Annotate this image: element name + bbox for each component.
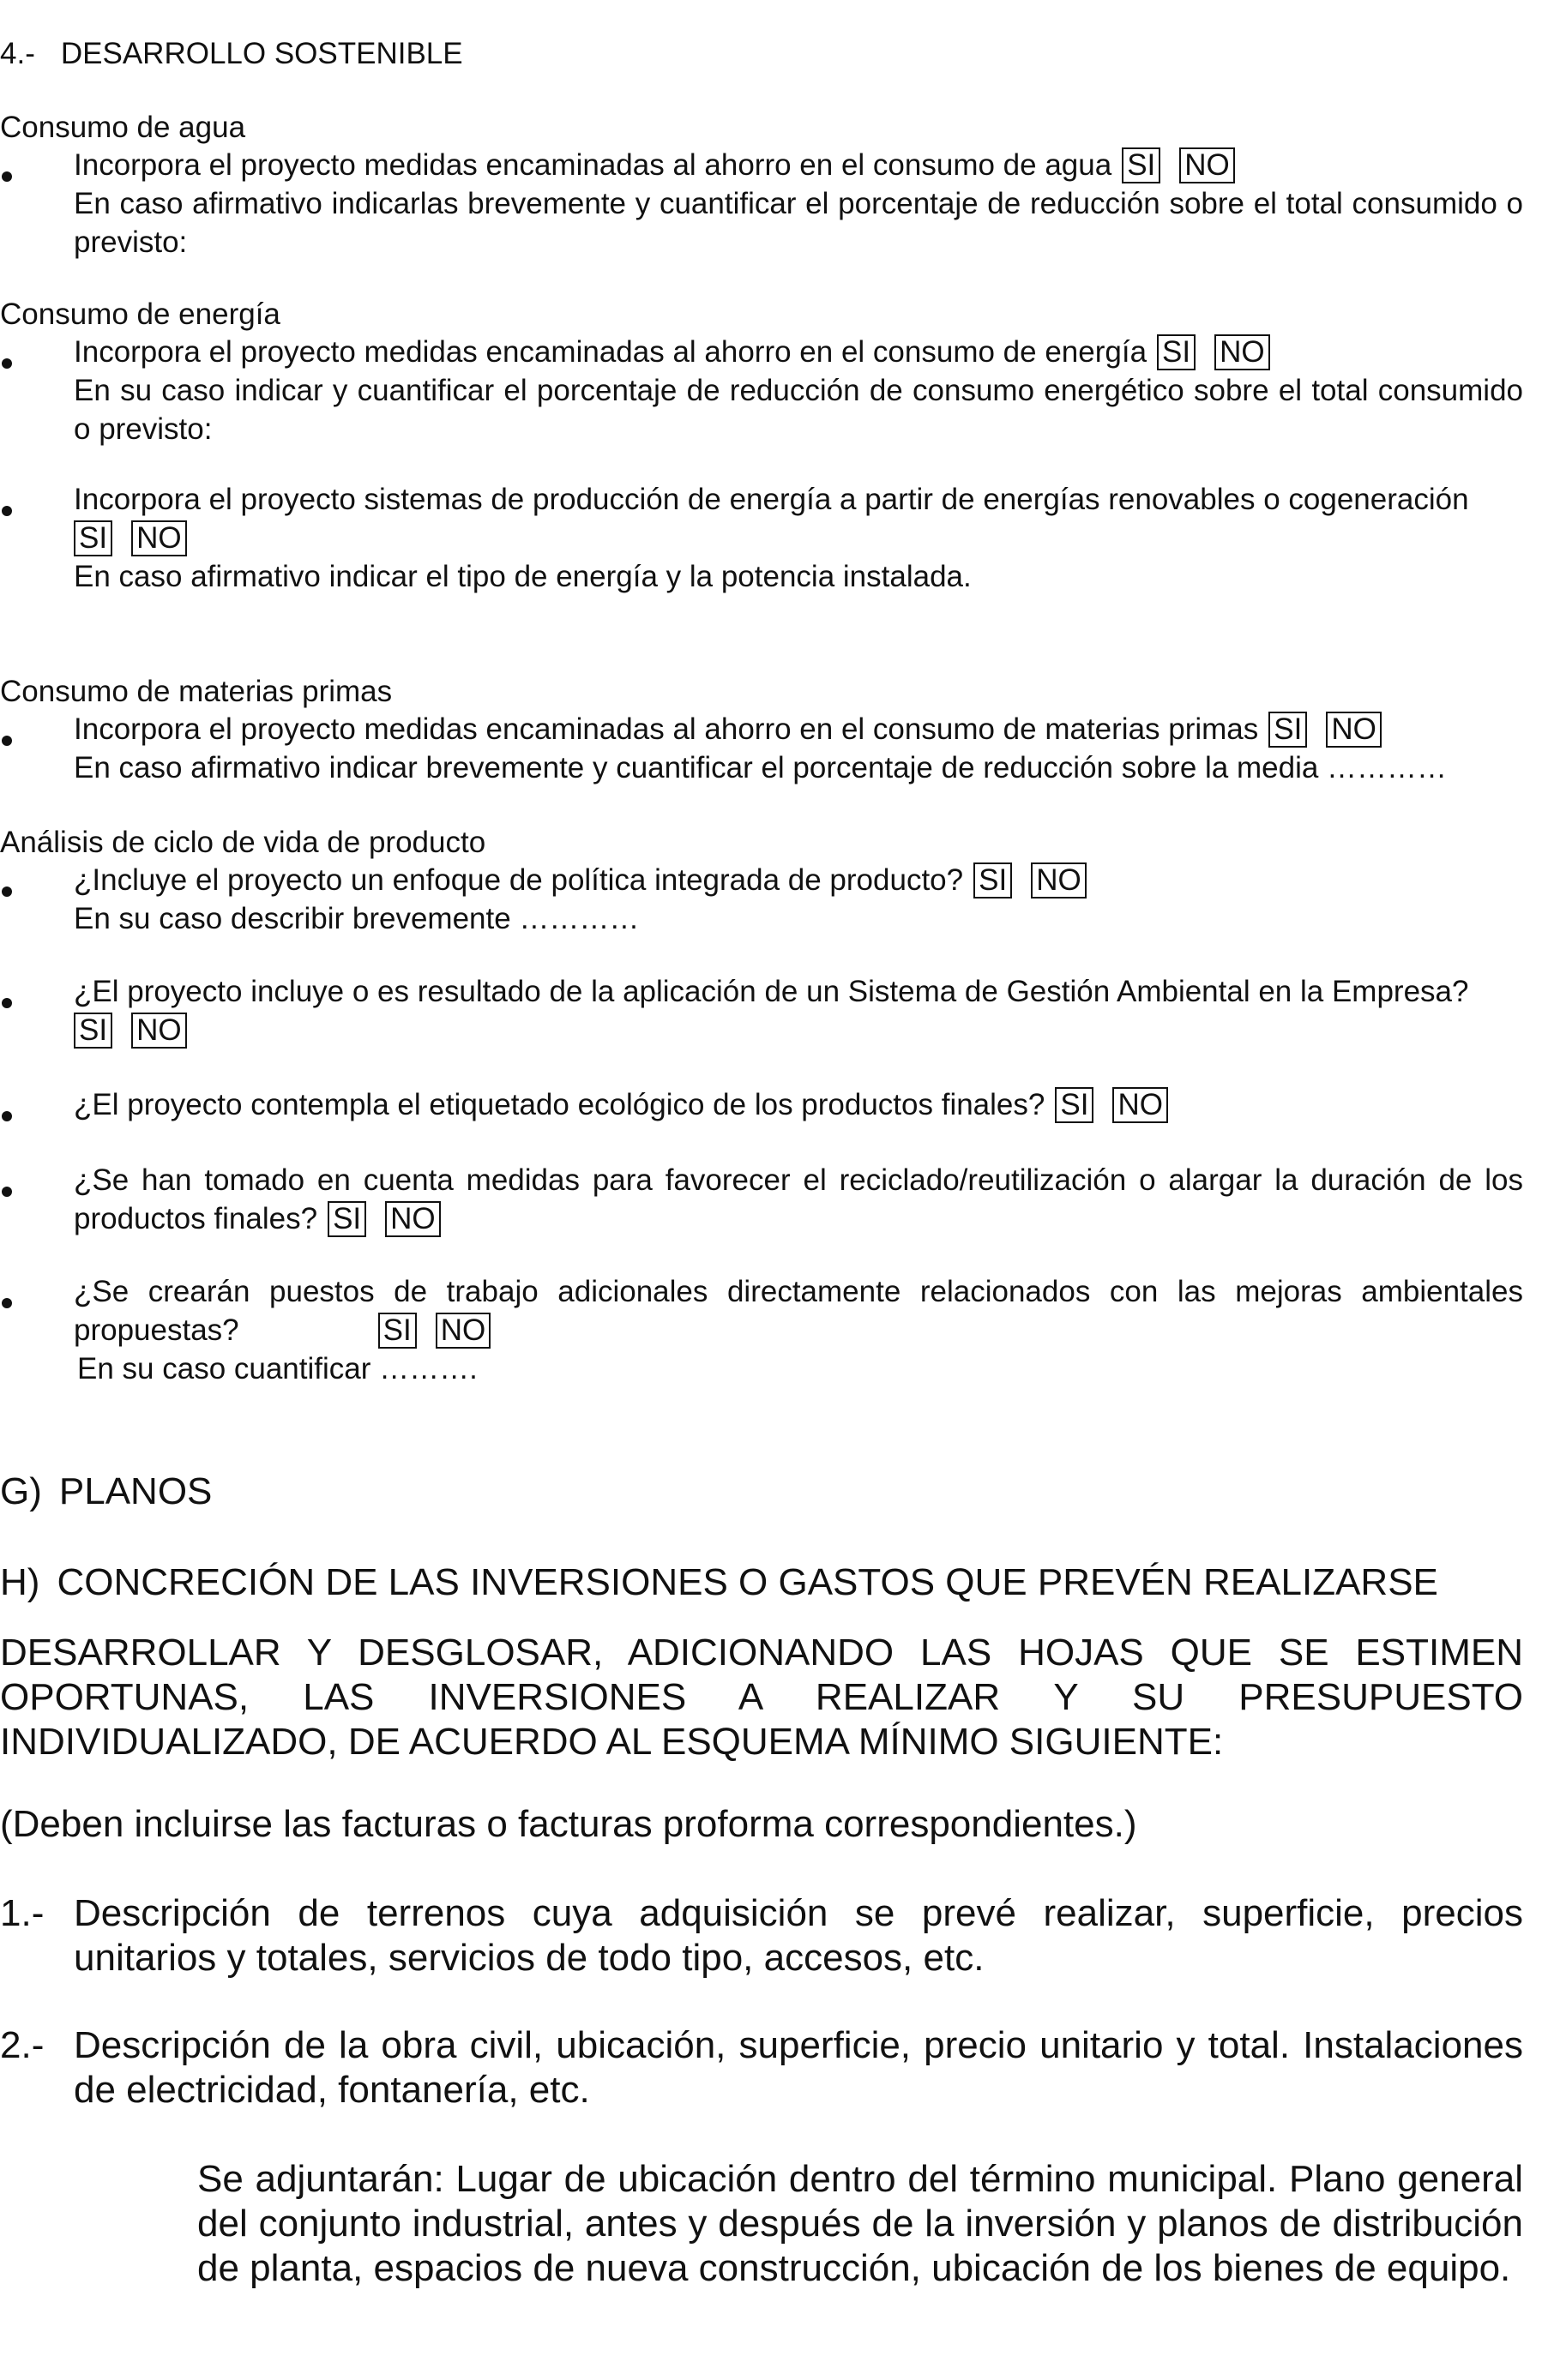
bullet-icon bbox=[2, 171, 17, 187]
ciclo-heading: Análisis de ciclo de vida de producto bbox=[0, 826, 486, 859]
materias-q1-text: Incorpora el proyecto medidas encaminadas al ahorro en el consumo de materias primas bbox=[74, 712, 1259, 746]
section-h-note: (Deben incluirse las facturas o facturas proforma correspondientes.) bbox=[0, 1803, 1137, 1845]
ciclo-question-3 bbox=[74, 1085, 1523, 1124]
agua-heading: Consumo de agua bbox=[0, 111, 246, 144]
section-h-intro bbox=[0, 1631, 1523, 1764]
section-h-heading bbox=[0, 1560, 1438, 1605]
agua-q1-detail: En caso afirmativo indicarlas brevemente y cuantificar el porcentaje de reducción sobre el total consumido o previsto: bbox=[74, 187, 1523, 259]
item-1-description: Descripción de terrenos cuya adquisición se prevé realizar, superficie, precios unitarios y totales, servicios de todo tipo, accesos, etc. bbox=[74, 1892, 1523, 1979]
item-2-text bbox=[74, 2023, 1523, 2113]
section-g-heading bbox=[0, 1469, 212, 1514]
si-checkbox[interactable]: SI bbox=[378, 1313, 417, 1349]
section-g-title: PLANOS bbox=[58, 1470, 213, 1512]
section-g-label: G) bbox=[0, 1470, 42, 1512]
no-checkbox[interactable]: NO bbox=[385, 1201, 441, 1237]
no-checkbox[interactable]: NO bbox=[1112, 1087, 1168, 1123]
ciclo-question-5 bbox=[74, 1272, 1523, 1388]
energia-q1-detail: En su caso indicar y cuantificar el porcentaje de reducción de consumo energético sobre el total consumido o previsto: bbox=[74, 374, 1523, 446]
bullet-icon bbox=[2, 1298, 17, 1313]
energia-heading: Consumo de energía bbox=[0, 298, 280, 331]
si-checkbox[interactable]: SI bbox=[74, 1013, 112, 1049]
item-2-description: Descripción de la obra civil, ubicación, superficie, precio unitario y total. Instalaciones de electricidad, fontanería, etc. bbox=[74, 2024, 1523, 2111]
bullet-icon bbox=[2, 1111, 17, 1127]
si-checkbox[interactable]: SI bbox=[1157, 334, 1196, 370]
energia-q1-text: Incorpora el proyecto medidas encaminadas al ahorro en el consumo de energía bbox=[74, 335, 1147, 369]
section-4-heading bbox=[0, 34, 463, 73]
ciclo-q4-text: ¿Se han tomado en cuenta medidas para favorecer el reciclado/reutilización o alargar la duración de los productos finales? bbox=[74, 1163, 1523, 1235]
section-h-label: H) bbox=[0, 1561, 40, 1603]
ciclo-q1-text: ¿Incluye el proyecto un enfoque de política integrada de producto? bbox=[74, 863, 964, 897]
no-checkbox[interactable]: NO bbox=[1326, 712, 1382, 748]
bullet-icon bbox=[2, 886, 17, 902]
section-h-intro-text: DESARROLLAR Y DESGLOSAR, ADICIONANDO LAS HOJAS QUE SE ESTIMEN OPORTUNAS, LAS INVERSIONES A REALIZAR Y SU PRESUPUESTO INDIVIDUALIZADO, DE ACUERDO AL ESQUEMA MÍNIMO SIGUIENTE: bbox=[0, 1632, 1523, 1763]
section-4-number: 4.- bbox=[0, 37, 35, 70]
bullet-icon bbox=[2, 998, 17, 1013]
energia-q2-text: Incorpora el proyecto sistemas de producción de energía a partir de energías renovables o cogeneración bbox=[74, 483, 1469, 516]
bullet-icon bbox=[2, 736, 17, 751]
ciclo-question-2 bbox=[74, 972, 1523, 1049]
materias-question-1 bbox=[74, 710, 1523, 787]
agua-question-1 bbox=[74, 146, 1523, 261]
materias-heading: Consumo de materias primas bbox=[0, 675, 393, 708]
si-checkbox[interactable]: SI bbox=[1122, 147, 1160, 183]
ciclo-q2-text: ¿El proyecto incluye o es resultado de la aplicación de un Sistema de Gestión Ambiental en la Empresa? bbox=[74, 975, 1469, 1008]
no-checkbox[interactable]: NO bbox=[131, 1013, 187, 1049]
no-checkbox[interactable]: NO bbox=[1031, 862, 1087, 899]
materias-q1-detail: En caso afirmativo indicar brevemente y cuantificar el porcentaje de reducción sobre la media ………… bbox=[74, 751, 1448, 784]
no-checkbox[interactable]: NO bbox=[1214, 334, 1270, 370]
energia-q2-detail: En caso afirmativo indicar el tipo de energía y la potencia instalada. bbox=[74, 560, 972, 593]
item-1-number: 1.- bbox=[0, 1892, 45, 1934]
item-1-text bbox=[74, 1891, 1523, 1980]
si-checkbox[interactable]: SI bbox=[1268, 712, 1307, 748]
bullet-icon bbox=[2, 1187, 17, 1202]
no-checkbox[interactable]: NO bbox=[436, 1313, 491, 1349]
attach-paragraph bbox=[197, 2157, 1523, 2291]
item-2-number: 2.- bbox=[0, 2024, 45, 2066]
attach-text: Se adjuntarán: Lugar de ubicación dentro del término municipal. Plano general del conjunto industrial, antes y después de la inversión y planos de distribución de planta, espacios de nueva construcción, ubicación de los bienes de equipo. bbox=[197, 2158, 1523, 2289]
energia-question-2 bbox=[74, 480, 1523, 596]
ciclo-q5-text: ¿Se crearán puestos de trabajo adicionales directamente relacionados con las mejoras ambientales propuestas? bbox=[74, 1275, 1523, 1347]
si-checkbox[interactable]: SI bbox=[973, 862, 1012, 899]
si-checkbox[interactable]: SI bbox=[1055, 1087, 1093, 1123]
energia-question-1 bbox=[74, 333, 1523, 448]
si-checkbox[interactable]: SI bbox=[74, 520, 112, 556]
no-checkbox[interactable]: NO bbox=[1179, 147, 1235, 183]
ciclo-q5-detail: En su caso cuantificar ………. bbox=[77, 1352, 478, 1385]
ciclo-q3-text: ¿El proyecto contempla el etiquetado ecológico de los productos finales? bbox=[74, 1088, 1045, 1121]
section-h-title: CONCRECIÓN DE LAS INVERSIONES O GASTOS QUE PREVÉN REALIZARSE bbox=[57, 1561, 1438, 1603]
ciclo-question-4 bbox=[74, 1161, 1523, 1238]
section-4-title: DESARROLLO SOSTENIBLE bbox=[60, 37, 463, 70]
bullet-icon bbox=[2, 358, 17, 374]
ciclo-q1-detail: En su caso describir brevemente ………… bbox=[74, 902, 640, 935]
agua-q1-text: Incorpora el proyecto medidas encaminadas al ahorro en el consumo de agua bbox=[74, 148, 1112, 182]
bullet-icon bbox=[2, 506, 17, 521]
no-checkbox[interactable]: NO bbox=[131, 520, 187, 556]
si-checkbox[interactable]: SI bbox=[328, 1201, 366, 1237]
ciclo-question-1 bbox=[74, 861, 1523, 938]
